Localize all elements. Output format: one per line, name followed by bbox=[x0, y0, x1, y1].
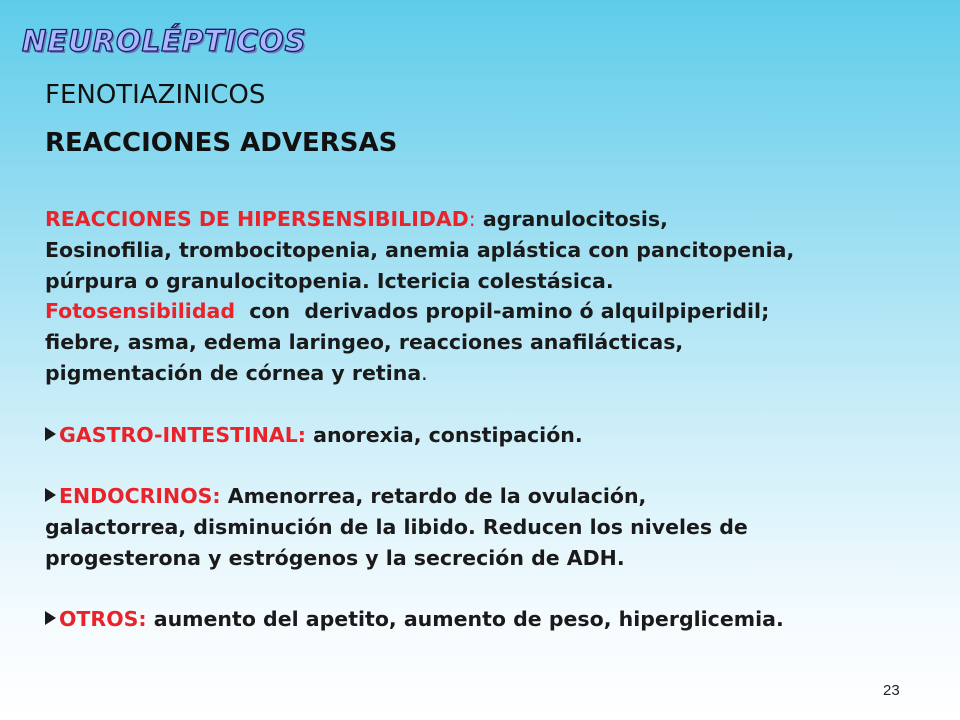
arrow-bullet-icon bbox=[45, 427, 56, 441]
page-number: 23 bbox=[883, 682, 900, 699]
hypersensitivity-line-3: púrpura o granulocitopenia. Ictericia colestásica. bbox=[45, 268, 614, 293]
hypersensitivity-line-4 bbox=[45, 296, 925, 327]
spacer bbox=[45, 574, 925, 605]
endocrine-text-1: Amenorrea, retardo de la ovulación, bbox=[220, 484, 647, 509]
spacer bbox=[45, 450, 925, 481]
hypersensitivity-line-5: fiebre, asma, edema laringeo, reacciones anafilácticas, bbox=[45, 330, 684, 355]
spacer bbox=[45, 389, 925, 420]
arrow-bullet-icon bbox=[45, 611, 56, 625]
hypersensitivity-colon: : bbox=[468, 207, 476, 231]
slide-title: NEUROLÉPTICOS bbox=[22, 24, 307, 58]
others-text: aumento del apetito, aumento de peso, hiperglicemia. bbox=[146, 607, 784, 632]
hypersensitivity-text-1: agranulocitosis, bbox=[475, 207, 668, 231]
hypersensitivity-line-2: Eosinofilia, trombocitopenia, anemia aplástica con pancitopenia, bbox=[45, 237, 795, 262]
endocrine-line-1 bbox=[45, 481, 925, 512]
hypersensitivity-line-1 bbox=[45, 204, 925, 235]
photosensitivity-heading: Fotosensibilidad bbox=[45, 299, 236, 324]
photosensitivity-text: con derivados propil-amino ó alquilpiperidil; bbox=[235, 299, 770, 324]
others-heading: OTROS: bbox=[59, 607, 147, 632]
slide-body bbox=[45, 204, 925, 635]
hypersensitivity-heading: REACCIONES DE HIPERSENSIBILIDAD bbox=[45, 207, 469, 231]
endocrine-line-2: galactorrea, disminución de la libido. Reducen los niveles de bbox=[45, 514, 748, 539]
hypersensitivity-text-6: pigmentación de córnea y retina bbox=[45, 360, 422, 385]
others-line bbox=[45, 604, 925, 635]
gastro-heading: GASTRO-INTESTINAL: bbox=[59, 422, 306, 447]
hypersensitivity-line-6 bbox=[45, 358, 925, 389]
arrow-bullet-icon bbox=[45, 488, 56, 502]
gastro-text: anorexia, constipación. bbox=[305, 422, 583, 447]
subtitle-reacciones-adversas: REACCIONES ADVERSAS bbox=[45, 128, 398, 158]
endocrine-line-3: progesterona y estrógenos y la secreción de ADH. bbox=[45, 545, 625, 570]
subtitle-fenotiazinicos: FENOTIAZINICOS bbox=[45, 80, 266, 110]
gastro-line bbox=[45, 420, 925, 451]
endocrine-heading: ENDOCRINOS: bbox=[59, 484, 221, 509]
hypersensitivity-end-period: . bbox=[421, 360, 428, 385]
